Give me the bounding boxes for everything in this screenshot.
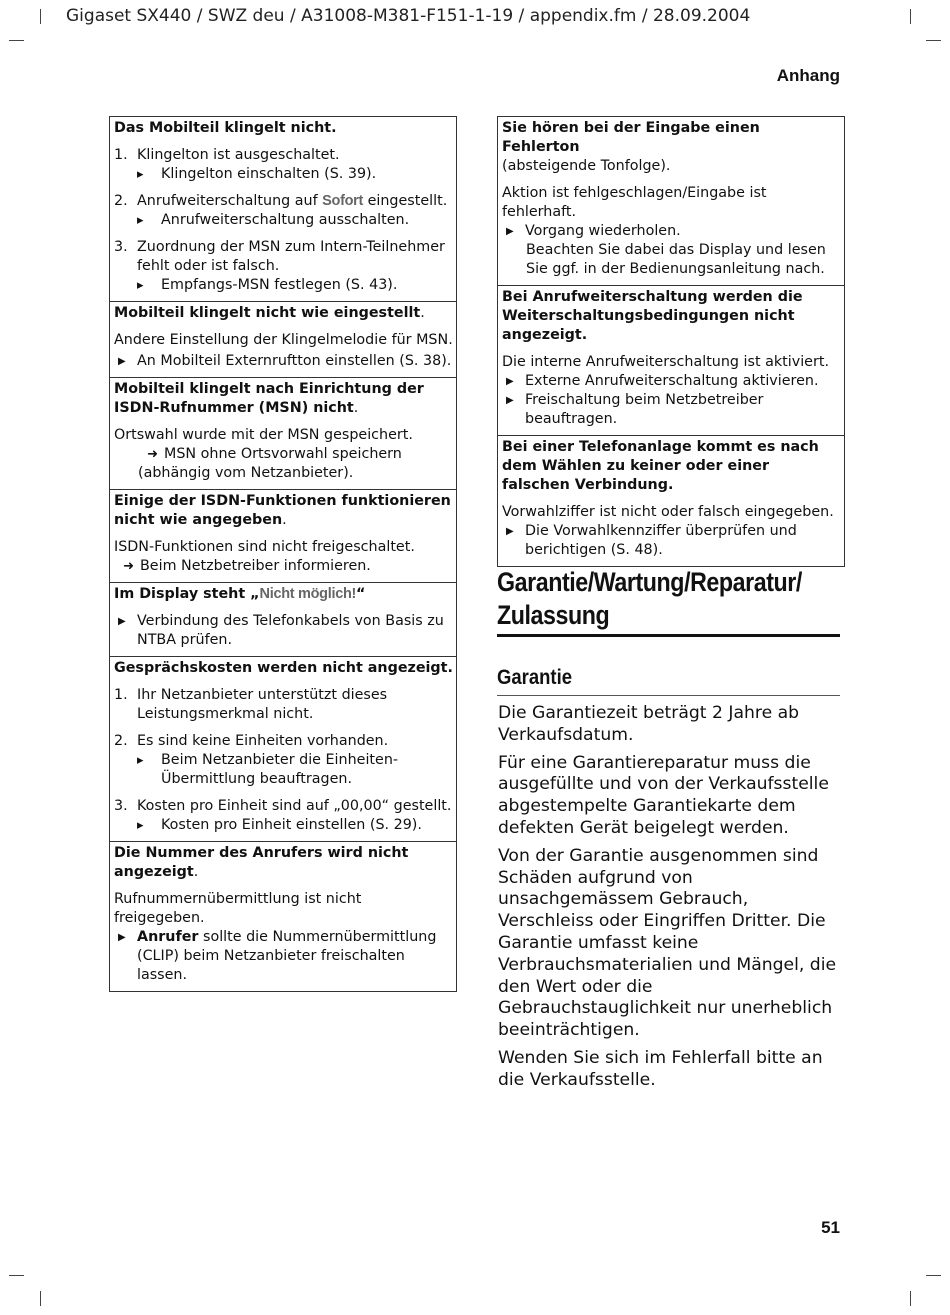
warranty-heading	[497, 566, 840, 637]
triangle-bullet-icon: ▶	[506, 376, 514, 387]
solution-text: Beim Netzanbieter die Einheiten-Übermittlung beauftragen.	[161, 752, 399, 787]
paragraph: Für eine Garantiereparatur muss die ausgefüllte und von der Verkaufsstelle abgestempelte Garantiekarte dem defekten Gerät beigelegt werden.	[498, 752, 829, 838]
triangle-bullet-icon: ▶	[506, 226, 514, 237]
problem-title-cont: (absteigende Tonfolge).	[502, 158, 671, 174]
cause-text: Aktion ist fehlgeschlagen/Eingabe ist fehlerhaft.	[502, 185, 767, 220]
triangle-bullet-icon: ▸	[137, 278, 144, 293]
problem-title: Gesprächskosten werden nicht angezeigt.	[114, 660, 453, 676]
solution-text	[137, 928, 453, 985]
warranty-body	[498, 703, 844, 1098]
problem-title-rest: .	[282, 512, 287, 528]
list-item	[114, 192, 453, 230]
solution-text: MSN ohne Ortsvorwahl speichern	[164, 446, 402, 462]
troubleshooting-table-right	[497, 116, 845, 567]
problem-title: Bei einer Telefonanlage kommt es nach dem Wählen zu keiner oder einer falschen Verbindung.	[502, 439, 819, 493]
triangle-bullet-icon: ▶	[506, 395, 514, 406]
list-number: 2.	[114, 193, 128, 209]
problem-title	[114, 380, 453, 418]
triangle-bullet-icon: ▸	[137, 213, 144, 228]
triangle-bullet-icon: ▸	[137, 818, 144, 833]
crop-mark	[910, 1291, 911, 1306]
heading-line: Garantie/Wartung/Reparatur/	[497, 567, 802, 597]
paragraph: Von der Garantie ausgenommen sind Schäden aufgrund von unsachgemässem Gebrauch, Verschleiss oder Eingriffen Dritter. Die Garantie umfasst keine Verbrauchsmaterialien und Mängel, die den Wert oder die Gebrauchstauglichkeit nur unerheblich beeinträchtigen.	[498, 845, 837, 1041]
solution-text-bold: Anrufer	[137, 929, 199, 945]
crop-mark	[9, 1275, 24, 1276]
solution-text: An Mobilteil Externruftton einstellen (S. 38).	[137, 353, 452, 369]
hint-text: Beachten Sie dabei das Display und lesen Sie ggf. in der Bedienungsanleitung nach.	[526, 242, 826, 277]
display-text: Nicht möglich!	[259, 586, 357, 602]
cause-text: Vorwahlziffer ist nicht oder falsch eingegeben.	[502, 504, 834, 520]
crop-mark	[926, 40, 941, 41]
problem-title-part: “	[356, 586, 366, 602]
list-item	[114, 146, 453, 184]
display-text: Sofort	[322, 193, 364, 209]
solution-text: Klingelton einschalten (S. 39).	[161, 166, 377, 182]
crop-mark	[40, 9, 41, 24]
cause-text: Andere Einstellung der Klingelmelodie für MSN.	[114, 332, 453, 348]
solution-text: Freischaltung beim Netzbetreiber beauftragen.	[525, 392, 764, 427]
list-item	[114, 238, 453, 295]
solution-text: Externe Anrufweiterschaltung aktivieren.	[525, 373, 819, 389]
list-number: 2.	[114, 733, 128, 749]
triangle-bullet-icon: ▶	[506, 526, 514, 537]
problem-title	[114, 844, 453, 882]
cause-text: Es sind keine Einheiten vorhanden.	[137, 733, 389, 749]
cause-text: Klingelton ist ausgeschaltet.	[137, 147, 340, 163]
solution-text-cont: (abhängig vom Netzanbieter).	[138, 465, 354, 481]
page-number: 51	[821, 1218, 840, 1237]
cause-text: Ortswahl wurde mit der MSN gespeichert.	[114, 427, 413, 443]
warranty-subheading	[497, 664, 840, 696]
triangle-bullet-icon: ▸	[137, 753, 144, 768]
solution-text: Anrufweiterschaltung ausschalten.	[161, 212, 410, 228]
subheading-text: Garantie	[497, 666, 572, 689]
list-number: 1.	[114, 147, 128, 163]
crop-mark	[910, 9, 911, 24]
troubleshooting-table-left	[109, 116, 457, 992]
problem-title-part: Im Display steht „	[114, 586, 260, 602]
cause-text: ISDN-Funktionen sind nicht freigeschaltet.	[114, 539, 415, 555]
cause-text: Kosten pro Einheit sind auf „00,00“ gestellt.	[137, 798, 452, 814]
problem-title-bold: Die Nummer des Anrufers wird nicht angezeigt	[114, 845, 409, 880]
running-header: Gigaset SX440 / SWZ deu / A31008-M381-F151-1-19 / appendix.fm / 28.09.2004	[66, 6, 751, 26]
cause-text: Ihr Netzanbieter unterstützt dieses Leistungsmerkmal nicht.	[137, 687, 388, 722]
table-cell	[110, 656, 456, 841]
crop-mark	[40, 1291, 41, 1306]
solution-text: Die Vorwahlkennziffer überprüfen und berichtigen (S. 48).	[525, 523, 797, 558]
table-cell	[110, 582, 456, 656]
problem-title-bold: Mobilteil klingelt nach Einrichtung der ISDN-Rufnummer (MSN) nicht	[114, 381, 424, 416]
cause-text: Die interne Anrufweiterschaltung ist aktiviert.	[502, 354, 829, 370]
triangle-bullet-icon: ▶	[118, 356, 126, 367]
table-cell	[110, 117, 456, 301]
list-item	[114, 686, 453, 724]
problem-title-bold: Einige der ISDN-Funktionen funktionieren nicht wie angegeben	[114, 493, 451, 528]
table-cell	[110, 301, 456, 377]
arrow-right-icon: ➜	[147, 447, 158, 462]
triangle-bullet-icon: ▶	[118, 616, 126, 627]
arrow-right-icon: ➜	[123, 559, 134, 574]
section-title: Anhang	[776, 66, 840, 85]
list-item	[114, 797, 453, 835]
problem-title-rest: .	[353, 400, 359, 416]
solution-text-rest: sollte die Nummernübermittlung (CLIP) beim Netzanbieter freischalten lassen.	[137, 929, 437, 983]
cause-text-part: Anrufweiterschaltung auf	[137, 193, 323, 209]
problem-title	[114, 585, 453, 604]
cause-text: Rufnummernübermittlung ist nicht freigegeben.	[114, 891, 362, 926]
solution-text: Beim Netzbetreiber informieren.	[140, 558, 371, 574]
paragraph: Wenden Sie sich im Fehlerfall bitte an die Verkaufsstelle.	[498, 1047, 823, 1090]
problem-title: Das Mobilteil klingelt nicht.	[114, 120, 337, 136]
triangle-bullet-icon: ▶	[118, 932, 126, 943]
problem-title: Sie hören bei der Eingabe einen Fehlerton	[502, 120, 760, 155]
problem-title	[114, 304, 453, 323]
list-number: 3.	[114, 239, 128, 255]
table-cell	[498, 117, 844, 285]
solution-text: Vorgang wiederholen.	[525, 223, 681, 239]
table-cell	[110, 377, 456, 489]
crop-mark	[9, 40, 24, 41]
list-number: 3.	[114, 798, 128, 814]
crop-mark	[926, 1275, 941, 1276]
cause-text-part: eingestellt.	[363, 193, 448, 209]
solution-text: Empfangs-MSN festlegen (S. 43).	[161, 277, 398, 293]
solution-text: Kosten pro Einheit einstellen (S. 29).	[161, 817, 422, 833]
solution-text: Verbindung des Telefonkabels von Basis zu NTBA prüfen.	[137, 613, 444, 648]
problem-title	[114, 492, 453, 530]
table-cell	[498, 285, 844, 435]
heading-line: Zulassung	[497, 600, 610, 630]
cause-text	[137, 192, 453, 211]
problem-title-rest: .	[420, 305, 425, 321]
paragraph: Die Garantiezeit beträgt 2 Jahre ab Verkaufsdatum.	[498, 703, 800, 745]
problem-title: Bei Anrufweiterschaltung werden die Weiterschaltungsbedingungen nicht angezeigt.	[502, 289, 803, 343]
list-item	[114, 732, 453, 789]
table-cell	[498, 435, 844, 566]
triangle-bullet-icon: ▸	[137, 167, 144, 182]
problem-title-rest: .	[193, 864, 199, 880]
table-cell	[110, 489, 456, 582]
list-number: 1.	[114, 687, 128, 703]
problem-title-bold: Mobilteil klingelt nicht wie eingestellt	[114, 305, 421, 321]
cause-text: Zuordnung der MSN zum Intern-Teilnehmer fehlt oder ist falsch.	[137, 239, 445, 274]
table-cell	[110, 841, 456, 991]
